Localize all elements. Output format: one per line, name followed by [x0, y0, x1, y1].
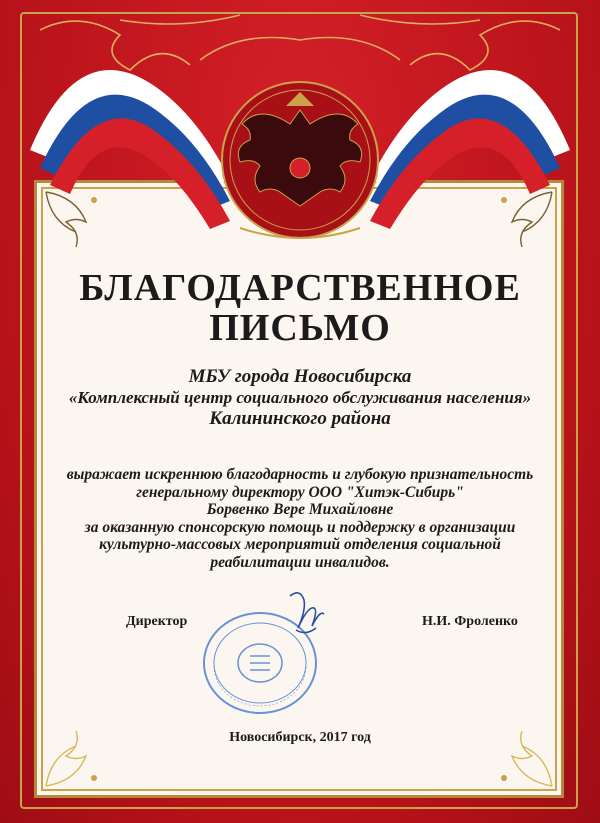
body-line-6: реабилитации инвалидов.: [210, 553, 390, 571]
left-flag-ribbon: [30, 70, 230, 229]
title-line-1: БЛАГОДАРСТВЕННОЕ: [79, 267, 521, 309]
body-line-4: за оказанную спонсорскую помощь и поддержку в организации: [84, 518, 516, 536]
director-name: Н.И. Фроленко: [422, 614, 518, 629]
letter-body: [0, 466, 600, 571]
body-line-1: выражает искреннюю благодарность и глубокую признательность: [66, 466, 534, 483]
body-line-2: генеральному директору ООО "Хитэк-Сибирь": [136, 483, 464, 501]
letter-title: [0, 268, 600, 348]
body-line-5: культурно-массовых мероприятий отделения социальной: [99, 536, 501, 553]
body-line-3: Борвенко Вере Михайловне: [206, 501, 394, 518]
right-flag-ribbon: [370, 70, 570, 229]
double-headed-eagle-emblem: [222, 82, 378, 238]
org-line-3: Калининского района: [209, 408, 391, 429]
director-label: Директор: [126, 614, 188, 629]
city-year: Новосибирск, 2017 год: [229, 730, 371, 745]
header-decor: [0, 0, 600, 260]
title-line-2: ПИСЬМО: [209, 307, 391, 349]
org-line-1: МБУ города Новосибирска: [188, 366, 412, 387]
signature: [276, 586, 336, 646]
org-line-2: «Комплексный центр социального обслуживания населения»: [68, 388, 532, 407]
organization-block: [0, 366, 600, 429]
